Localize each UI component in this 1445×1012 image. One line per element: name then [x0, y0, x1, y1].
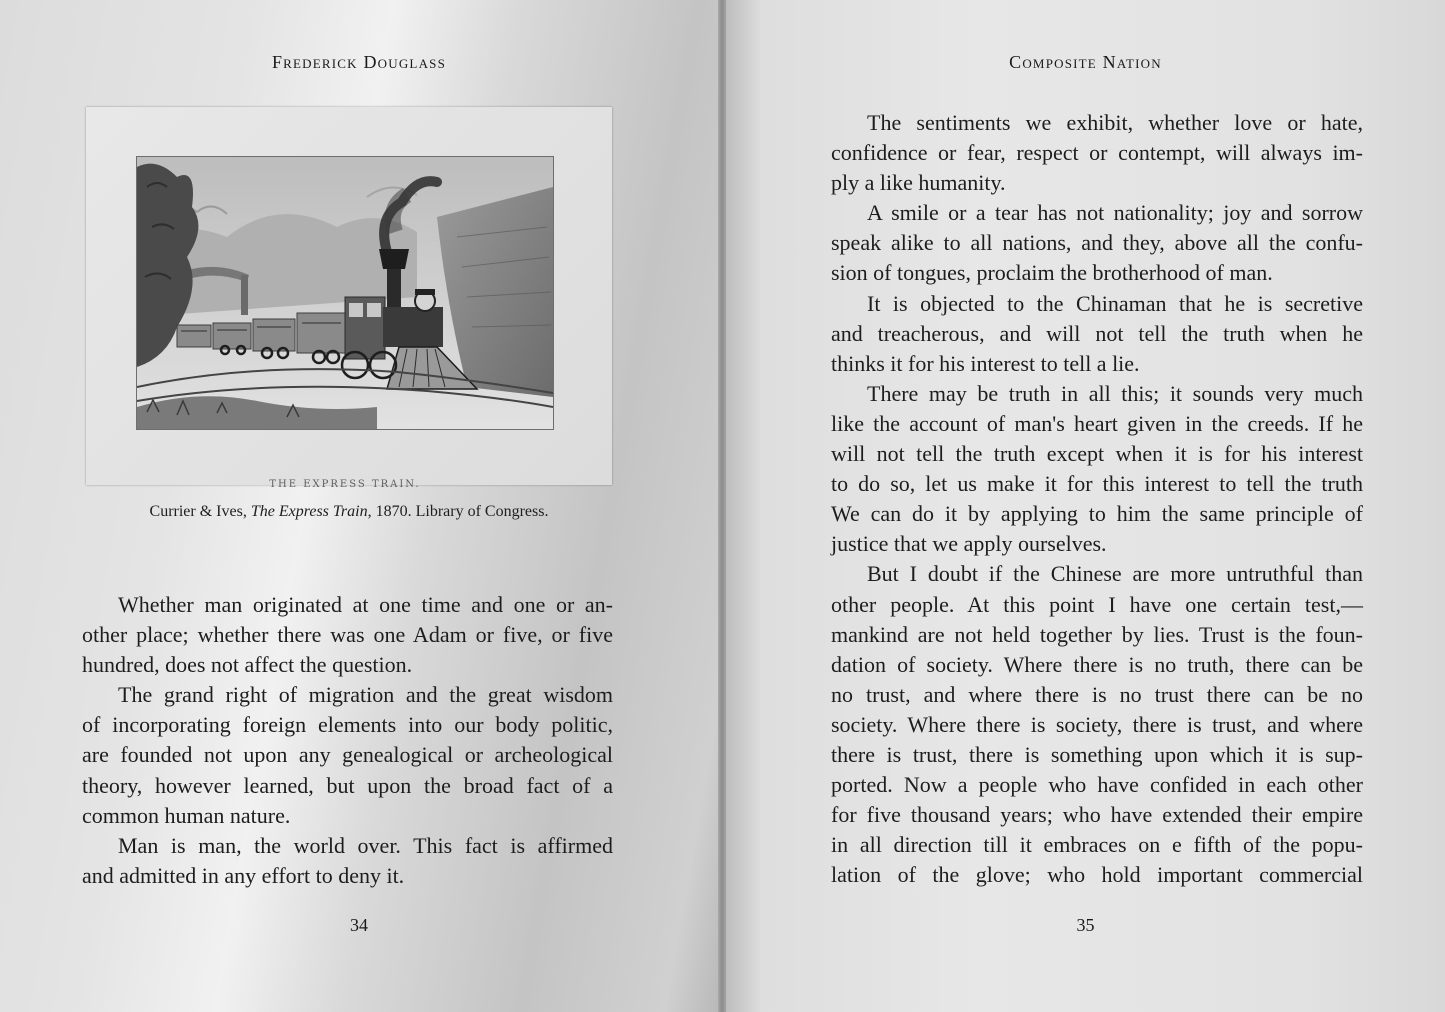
- right-page-body: [831, 108, 1363, 890]
- text-line: speak alike to all nations, and they, above all the confu-: [831, 230, 1363, 256]
- text-line: But I doubt if the Chinese are more untruthful than: [867, 561, 1363, 587]
- text-line: other people. At this point I have one certain test,—: [831, 591, 1363, 617]
- page-number-right: 35: [1076, 915, 1095, 935]
- text-line: no trust, and where there is no trust there can be no: [831, 681, 1363, 707]
- text-line: The grand right of migration and the great wisdom: [118, 682, 613, 708]
- express-train-engraving: [136, 156, 554, 490]
- text-line: Whether man originated at one time and one or an-: [118, 592, 613, 617]
- text-line: for five thousand years; who have extended their empire: [831, 802, 1363, 828]
- text-line: and admitted in any effort to deny it.: [82, 862, 405, 888]
- text-line: in all direction till it embraces on e fifth of the popu-: [831, 832, 1363, 858]
- text-line: lation of the glove; who hold important commercial: [831, 862, 1363, 888]
- text-line: and treacherous, and will not tell the truth when he: [831, 320, 1363, 346]
- text-line: other place; whether there was one Adam or five, or five: [82, 622, 613, 648]
- text-line: sion of tongues, proclaim the brotherhood of man.: [831, 260, 1273, 286]
- text-line: It is objected to the Chinaman that he is secretive: [867, 290, 1363, 316]
- caption-prefix: Currier & Ives,: [149, 503, 251, 520]
- plate-caption: THE EXPRESS TRAIN.: [269, 479, 421, 490]
- text-line: hundred, does not affect the question.: [82, 652, 413, 678]
- caption-title: The Express Train: [250, 503, 368, 520]
- running-head-left: Frederick Douglass: [271, 52, 447, 72]
- text-line: of incorporating foreign elements into our body politic,: [82, 712, 613, 738]
- book-gutter: [718, 0, 726, 1012]
- text-line: confidence or fear, respect or contempt, will always im-: [831, 140, 1363, 166]
- running-head-right: Composite Nation: [1009, 52, 1162, 72]
- text-line: We can do it by applying to him the same principle of: [831, 501, 1363, 527]
- text-line: There may be truth in all this; it sounds very much: [867, 380, 1363, 406]
- text-line: ported. Now a people who have confided in each other: [831, 772, 1363, 798]
- figure-caption: [86, 503, 612, 521]
- text-line: society. Where there is society, there is trust, and where: [831, 711, 1363, 737]
- text-line: will not tell the truth except when it is for his interest: [831, 441, 1363, 467]
- text-line: like the account of man's heart given in the creeds. If he: [831, 410, 1363, 436]
- text-line: ply a like humanity.: [831, 170, 1006, 196]
- illustration-plate: [86, 107, 612, 490]
- train-illustration: [137, 157, 553, 429]
- page-number-left: 34: [350, 915, 368, 935]
- left-page-body: [82, 590, 613, 891]
- text-line: justice that we apply ourselves.: [831, 531, 1107, 557]
- text-line: common human nature.: [82, 802, 291, 828]
- text-line: A smile or a tear has not nationality; joy and sorrow: [867, 200, 1363, 226]
- text-line: theory, however learned, but upon the broad fact of a: [82, 772, 613, 798]
- text-line: thinks it for his interest to tell a lie.: [831, 350, 1140, 376]
- text-line: are founded not upon any genealogical or archeological: [82, 742, 613, 768]
- text-line: to do so, let us make it for this interest to tell the truth: [831, 471, 1363, 497]
- text-line: there is trust, there is something upon which it is sup-: [831, 741, 1363, 767]
- text-line: dation of society. Where there is no truth, there can be: [831, 651, 1363, 677]
- text-line: mankind are not held together by lies. Trust is the foun-: [831, 621, 1363, 647]
- caption-suffix: , 1870. Library of Congress.: [367, 503, 549, 520]
- text-line: The sentiments we exhibit, whether love or hate,: [867, 110, 1363, 135]
- text-line: Man is man, the world over. This fact is affirmed: [118, 832, 613, 858]
- left-page: [0, 0, 718, 1012]
